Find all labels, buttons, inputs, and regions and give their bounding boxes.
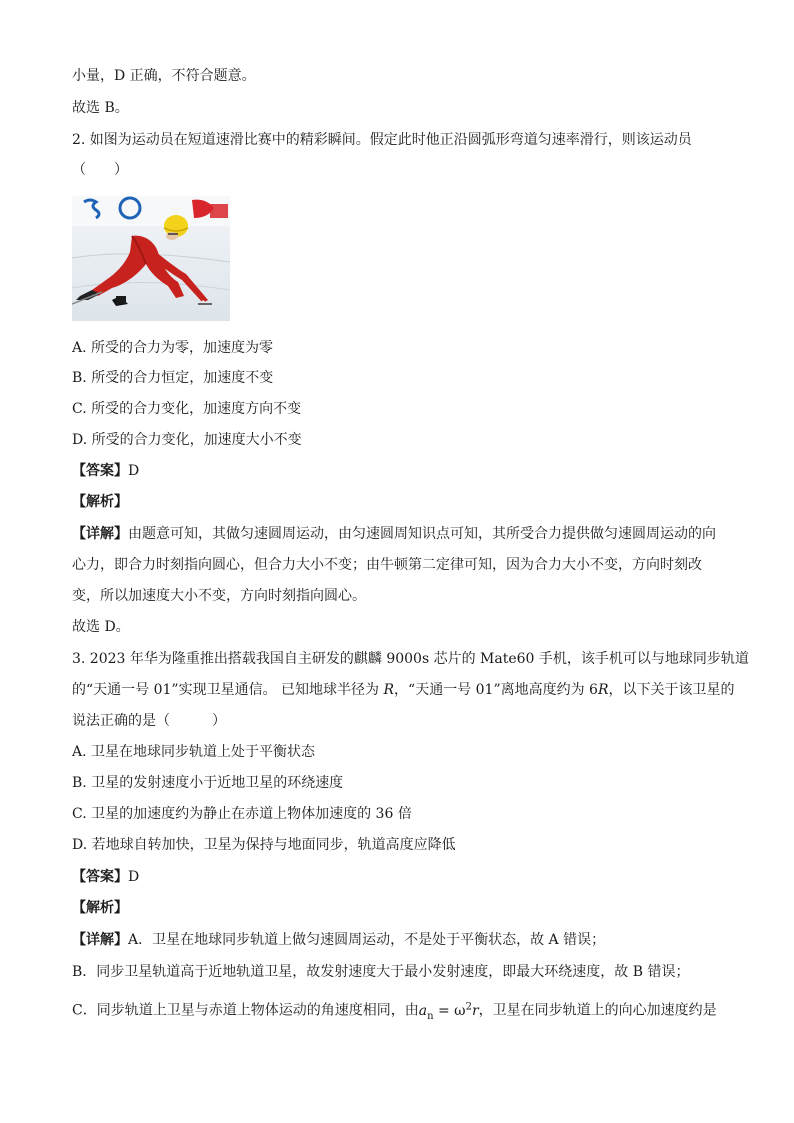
q2-option-d: D. 所受的合力变化，加速度大小不变 [72,432,302,448]
q3-detail-c-part2: ，卫星在同步轨道上的向心加速度约是 [478,1002,717,1019]
q3-symbol-R: R [383,682,395,698]
skater-photo [72,196,230,321]
q1-conclusion: 故选 B。 [72,100,129,116]
centripetal-formula [418,1001,479,1022]
q3-stem-line2 [72,680,735,700]
q3-option-c: C. 卫星的加速度约为静止在赤道上物体加速度的 36 倍 [72,806,412,822]
q1-tail-line1: 小量，D 正确，不符合题意。 [72,68,256,84]
q3-detail-c-part1: C．同步轨道上卫星与赤道上物体运动的角速度相同，由 [72,1002,419,1019]
q3-detail-a [72,930,605,950]
q2-answer [72,461,139,481]
q2-option-a: A. 所受的合力为零，加速度为零 [72,340,274,356]
q3-answer-label: 【答案】 [72,869,128,885]
formula-superscript: 2 [465,1001,472,1012]
formula-equals-omega: = ω [433,1002,466,1019]
q3-detail-a-text: A．卫星在地球同步轨道上做匀速圆周运动，不是处于平衡状态，故 A 错误； [128,932,606,948]
q2-analysis-label: 【解析】 [72,494,128,510]
q2-option-b: B. 所受的合力恒定，加速度不变 [72,370,274,386]
q3-stem-line2-part1: 的“天通一号 01”实现卫星通信。 已知地球半径为 [72,682,384,698]
formula-r: r [471,1002,479,1019]
q2-detail-text1: 由题意可知，其做匀速圆周运动，由匀速圆周知识点可知，其所受合力提供做匀速圆周运动的向 [128,526,716,542]
q2-stem-line1: 2. 如图为运动员在短道速滑比赛中的精彩瞬间。假定此时他正沿圆弧形弯道匀速率滑行，则该运动员 [72,132,692,148]
q3-answer [72,867,139,887]
q3-detail-label: 【详解】 [72,932,128,948]
q3-analysis-label: 【解析】 [72,900,128,916]
q3-stem-line2-part2: ，“天通一号 01”离地高度约为 6 [394,682,598,698]
formula-a: a [418,1002,428,1019]
q2-conclusion: 故选 D。 [72,619,130,635]
q2-stem-line2: （ ） [72,162,128,178]
q3-option-b: B. 卫星的发射速度小于近地卫星的环绕速度 [72,775,344,791]
formula-subscript: n [427,1010,434,1022]
q3-detail-b: B．同步卫星轨道高于近地轨道卫星，故发射速度大于最小发射速度，即最大环绕速度，故 B 错误； [72,964,690,980]
q2-detail-line2: 心力，即合力时刻指向圆心，但合力大小不变；由牛顿第二定律可知，因为合力大小不变，方向时刻改 [72,557,702,573]
q3-option-a: A. 卫星在地球同步轨道上处于平衡状态 [72,744,316,760]
q2-detail-line3: 变，所以加速度大小不变，方向时刻指向圆心。 [72,588,366,604]
q2-detail-label: 【详解】 [72,526,128,542]
q3-stem-line3: 说法正确的是（ ） [72,713,226,729]
q2-detail-line1 [72,524,716,544]
q3-stem-line2-part3: ，以下关于该卫星的 [608,682,735,698]
q3-symbol-R2: R [597,682,609,698]
q3-answer-value: D [128,869,140,885]
q2-answer-label: 【答案】 [72,463,128,479]
q3-stem-line1: 3. 2023 年华为隆重推出搭载我国自主研发的麒麟 9000s 芯片的 Mate60 手机，该手机可以与地球同步轨道 [72,651,749,667]
q2-answer-value: D [128,463,140,479]
q2-option-c: C. 所受的合力变化，加速度方向不变 [72,401,302,417]
q3-detail-c [72,997,717,1026]
q3-option-d: D. 若地球自转加快，卫星为保持与地面同步，轨道高度应降低 [72,837,456,853]
